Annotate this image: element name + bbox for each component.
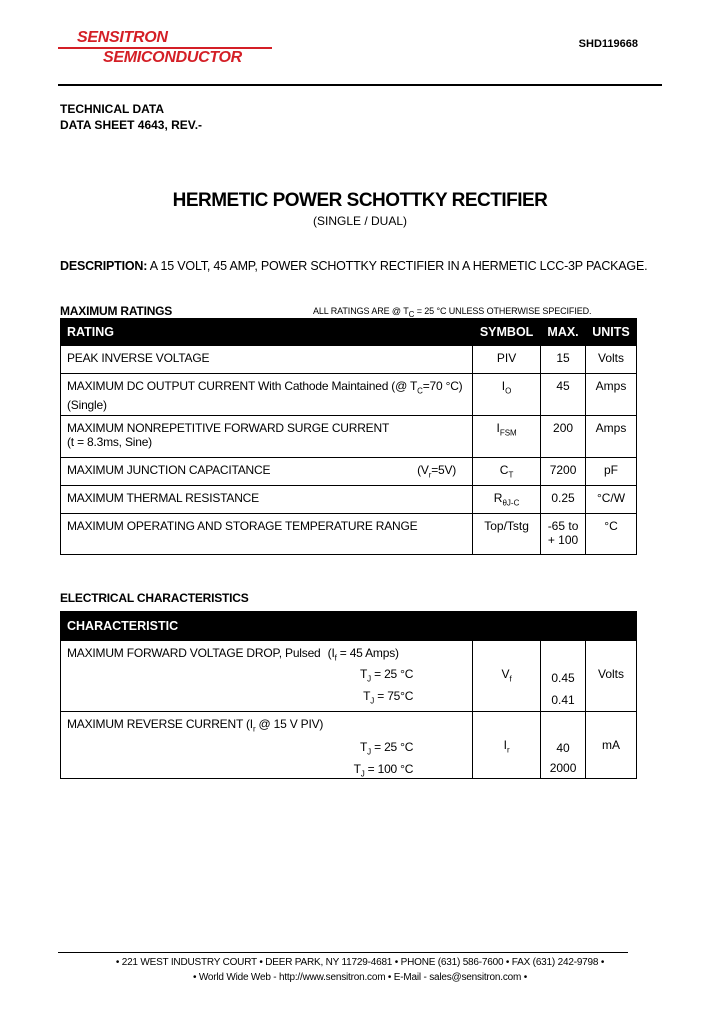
units-cell: Volts	[586, 346, 637, 374]
units-cell: °C	[586, 514, 637, 555]
col-symbol: SYMBOL	[473, 319, 541, 346]
page-title: HERMETIC POWER SCHOTTKY RECTIFIER	[172, 190, 548, 211]
table-row	[61, 416, 637, 458]
rating-cell: MAXIMUM THERMAL RESISTANCE	[61, 486, 473, 514]
symbol-cell: $R_{\theta J-C}$	[473, 486, 541, 514]
table-row	[61, 514, 637, 555]
col-rating: RATING	[61, 319, 473, 346]
rating-cell: MAXIMUM DC OUTPUT CURRENT With Cathode Maintained (@ $T_C=70$ °C) (Single)	[61, 374, 473, 416]
units-cell: pF	[586, 458, 637, 486]
footer-address: • 221 WEST INDUSTRY COURT • DEER PARK, NY 11729-4681 • PHONE (631) 586-7600 • FAX (631) 242-9798 •	[115, 957, 605, 968]
table-row	[61, 458, 637, 486]
symbol-cell: $I_{FSM}$	[473, 416, 541, 458]
rating-cell: PEAK INVERSE VOLTAGE	[61, 346, 473, 374]
characteristic-cell: MAXIMUM REVERSE CURRENT ($I_r$ @ 15 V PIV) $T_J = 25$ °C $T_J = 100$ °C	[61, 712, 473, 779]
units-cell: Volts	[586, 641, 637, 712]
electrical-heading: ELECTRICAL CHARACTERISTICS	[60, 591, 249, 605]
symbol-cell: $I_r$	[473, 712, 541, 779]
max-ratings-heading: MAXIMUM RATINGS	[60, 304, 173, 318]
symbol-cell: $I_O$	[473, 374, 541, 416]
symbol-cell: $V_f$	[473, 641, 541, 712]
header-rule	[58, 84, 662, 86]
symbol-cell: PIV	[473, 346, 541, 374]
units-cell: Amps	[586, 374, 637, 416]
table-row	[61, 346, 637, 374]
symbol-cell: $C_T$	[473, 458, 541, 486]
units-cell: mA	[586, 712, 637, 779]
col-characteristic: CHARACTERISTIC	[61, 612, 637, 641]
part-number: SHD119668	[578, 38, 638, 50]
description-text: A 15 VOLT, 45 AMP, POWER SCHOTTKY RECTIFIER IN A HERMETIC LCC-3P PACKAGE.	[149, 259, 648, 273]
datasheet-revision: DATA SHEET 4643, REV.-	[60, 118, 203, 132]
description-label: DESCRIPTION:	[60, 259, 148, 273]
characteristic-cell: MAXIMUM FORWARD VOLTAGE DROP, Pulsed ($I_f = 45$ Amps) $T_J = 25$ °C $T_J = 75^\circ C$	[61, 641, 473, 712]
rating-cell: MAXIMUM OPERATING AND STORAGE TEMPERATURE RANGE	[61, 514, 473, 555]
table-header-row	[61, 612, 637, 641]
logo-text-semiconductor: SEMICONDUCTOR	[103, 49, 242, 66]
max-cell: 7200	[541, 458, 586, 486]
symbol-cell: Top/Tstg	[473, 514, 541, 555]
units-cell: °C/W	[586, 486, 637, 514]
table-row	[61, 374, 637, 416]
max-cell: 15	[541, 346, 586, 374]
footer-rule	[58, 952, 628, 953]
max-cell: -65 to + 100	[541, 514, 586, 555]
max-cell: 40 2000	[541, 712, 586, 779]
table-row	[61, 486, 637, 514]
logo-text-sensitron: SENSITRON	[77, 29, 168, 46]
description	[60, 259, 647, 273]
rating-cell: MAXIMUM JUNCTION CAPACITANCE $(V_r=5V)$	[61, 458, 473, 486]
max-cell: 200	[541, 416, 586, 458]
table-header-row	[61, 319, 637, 346]
rating-cell: MAXIMUM NONREPETITIVE FORWARD SURGE CURRENT (t = 8.3ms, Sine)	[61, 416, 473, 458]
max-cell: 45	[541, 374, 586, 416]
col-max: MAX.	[541, 319, 586, 346]
ratings-note: ALL RATINGS ARE @ $T_C = 25$ °C UNLESS OTHERWISE SPECIFIED.	[313, 306, 592, 319]
max-cell: 0.45 0.41	[541, 641, 586, 712]
max-ratings-table	[60, 318, 637, 555]
footer-web: • World Wide Web - http://www.sensitron.com • E-Mail - sales@sensitron.com •	[192, 972, 528, 983]
electrical-table	[60, 611, 637, 779]
max-cell: 0.25	[541, 486, 586, 514]
col-units: UNITS	[586, 319, 637, 346]
technical-data-label: TECHNICAL DATA	[60, 102, 164, 116]
table-row	[61, 641, 637, 712]
page-subtitle: (SINGLE / DUAL)	[312, 214, 408, 228]
units-cell: Amps	[586, 416, 637, 458]
table-row	[61, 712, 637, 779]
